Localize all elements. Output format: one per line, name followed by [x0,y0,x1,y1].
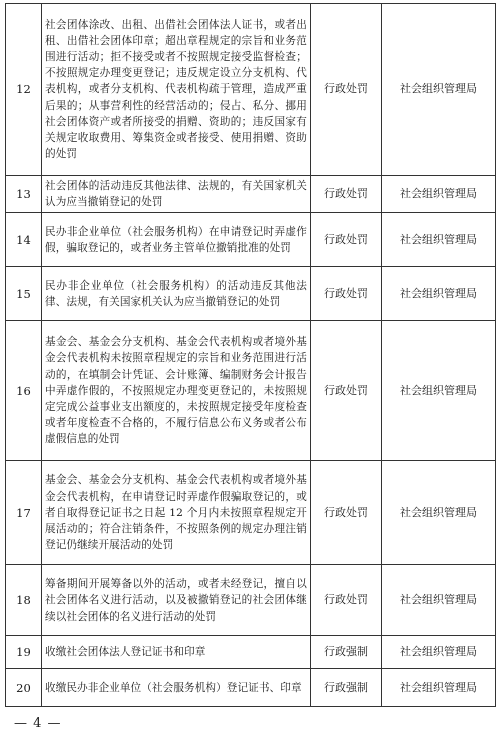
item-description: 筹备期间开展筹备以外的活动，或者未经登记，擅自以社会团体名义进行活动，以及被撤销登记的社会团体继续以社会团体的名义进行活动的处罚 [42,565,311,636]
item-description: 基金会、基金会分支机构、基金会代表机构或者境外基金会代表机构，在申请登记时弄虚作假骗取登记的，或者自取得登记证书之日起 12 个月内未按照章程规定开展活动的；符合注销条件，不按照条例的规定办理注销登记仍继续开展活动的处罚 [42,461,311,565]
responsible-department: 社会组织管理局 [382,4,496,176]
table-row [6,565,496,636]
responsible-department: 社会组织管理局 [382,321,496,461]
table-row [6,669,496,707]
item-category: 行政处罚 [311,176,382,213]
responsible-department: 社会组织管理局 [382,213,496,267]
item-category: 行政处罚 [311,565,382,636]
item-description: 收缴民办非企业单位（社会服务机构）登记证书、印章 [42,669,311,707]
row-number: 18 [6,565,42,636]
row-number: 20 [6,669,42,707]
item-description: 民办非企业单位（社会服务机构）的活动违反其他法律、法规，有关国家机关认为应当撤销登记的处罚 [42,267,311,321]
row-number: 16 [6,321,42,461]
power-list-table [5,3,496,707]
table-row [6,267,496,321]
table-row [6,321,496,461]
item-description: 社会团体涂改、出租、出借社会团体法人证书，或者出租、出借社会团体印章；超出章程规定的宗旨和业务范围进行活动；拒不接受或者不按照规定接受监督检查；不按照规定办理变更登记；违反规定设立分支机构、代表机构，或者分支机构、代表机构疏于管理，造成严重后果的；从事营利性的经营活动的；侵占、私分、挪用社会团体资产或者所接受的捐赠、资助的；违反国家有关规定收取费用、筹集资金或者接受、使用捐赠、资助的处罚 [42,4,311,176]
responsible-department: 社会组织管理局 [382,636,496,669]
item-description: 收缴社会团体法人登记证书和印章 [42,636,311,669]
item-category: 行政强制 [311,636,382,669]
page-number: — 4 — [14,716,62,731]
table-row [6,176,496,213]
item-category: 行政处罚 [311,267,382,321]
row-number: 15 [6,267,42,321]
item-category: 行政处罚 [311,461,382,565]
table-row [6,636,496,669]
row-number: 13 [6,176,42,213]
item-category: 行政处罚 [311,321,382,461]
item-description: 社会团体的活动违反其他法律、法规的，有关国家机关认为应当撤销登记的处罚 [42,176,311,213]
responsible-department: 社会组织管理局 [382,461,496,565]
item-category: 行政处罚 [311,213,382,267]
row-number: 14 [6,213,42,267]
table-body [6,4,496,707]
responsible-department: 社会组织管理局 [382,565,496,636]
responsible-department: 社会组织管理局 [382,176,496,213]
table-row [6,213,496,267]
table-row [6,461,496,565]
table-row [6,4,496,176]
item-category: 行政处罚 [311,4,382,176]
item-description: 民办非企业单位（社会服务机构）在申请登记时弄虚作假，骗取登记的，或者业务主管单位撤销批准的处罚 [42,213,311,267]
item-category: 行政强制 [311,669,382,707]
row-number: 17 [6,461,42,565]
row-number: 19 [6,636,42,669]
responsible-department: 社会组织管理局 [382,267,496,321]
row-number: 12 [6,4,42,176]
responsible-department: 社会组织管理局 [382,669,496,707]
item-description: 基金会、基金会分支机构、基金会代表机构或者境外基金会代表机构未按照章程规定的宗旨和业务范围进行活动的，在填制会计凭证、会计账簿、编制财务会计报告中弄虚作假的，不按照规定办理变更登记的，未按照规定完成公益事业支出额度的，未按照规定接受年度检查或者年度检查不合格的，不履行信息公布义务或者公布虚假信息的处罚 [42,321,311,461]
